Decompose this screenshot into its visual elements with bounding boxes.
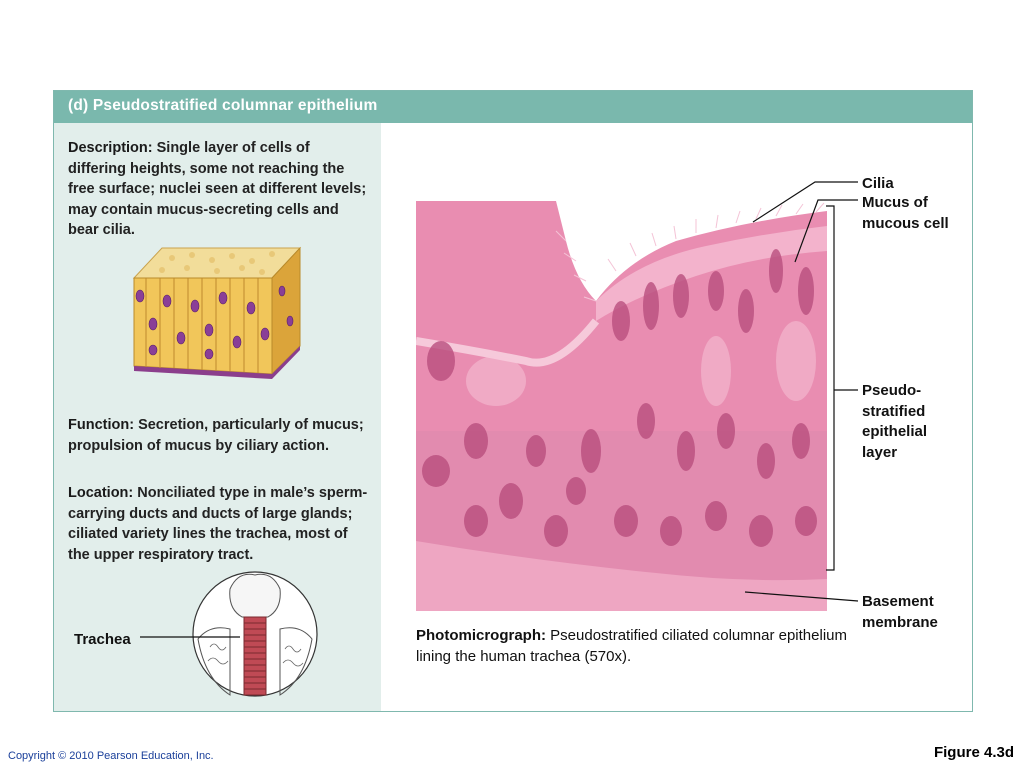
location-label: Location: <box>68 485 134 501</box>
leader-mucus <box>795 200 858 262</box>
leader-basement <box>745 592 858 601</box>
bracket-pseudostratified <box>826 206 834 570</box>
caption-label: Photomicrograph: <box>416 627 546 644</box>
leader-cilia <box>753 182 858 222</box>
trachea-label: Trachea <box>74 631 131 648</box>
label-pseudo-line1: Pseudo- <box>862 382 922 399</box>
caption-text: Pseudostratified ciliated columnar epithelium lining the human trachea (570x). <box>416 627 847 665</box>
label-basement-line2: membrane <box>862 613 938 631</box>
label-basement-line1: Basement <box>862 593 934 610</box>
label-cilia: Cilia <box>862 175 894 192</box>
description-label: Description: <box>68 140 153 156</box>
label-mucus-line2: mucous cell <box>862 214 949 232</box>
function-label: Function: <box>68 417 135 433</box>
copyright-text: Copyright © 2010 Pearson Education, Inc. <box>8 750 214 762</box>
label-mucus-line1: Mucus of <box>862 194 928 211</box>
figure-number: Figure 4.3d <box>933 744 1014 761</box>
label-pseudo-line2: stratified <box>862 402 926 420</box>
label-pseudo-line3: epithelial <box>862 423 928 440</box>
panel-title: (d) Pseudostratified columnar epithelium <box>68 97 378 114</box>
label-pseudo-line4: layer <box>862 443 898 461</box>
description-text: Single layer of cells of differing heights, some not reaching the free surface; nuclei seen at different levels; may contain mucus-secreting cells and bear cilia. <box>68 140 367 238</box>
function-text: Secretion, particularly of mucus; propulsion of mucus by ciliary action. <box>68 417 364 454</box>
location-text: Nonciliated type in male’s sperm-carrying ducts and ducts of large glands; ciliated variety lines the trachea, most of the upper respiratory tract. <box>68 485 368 563</box>
